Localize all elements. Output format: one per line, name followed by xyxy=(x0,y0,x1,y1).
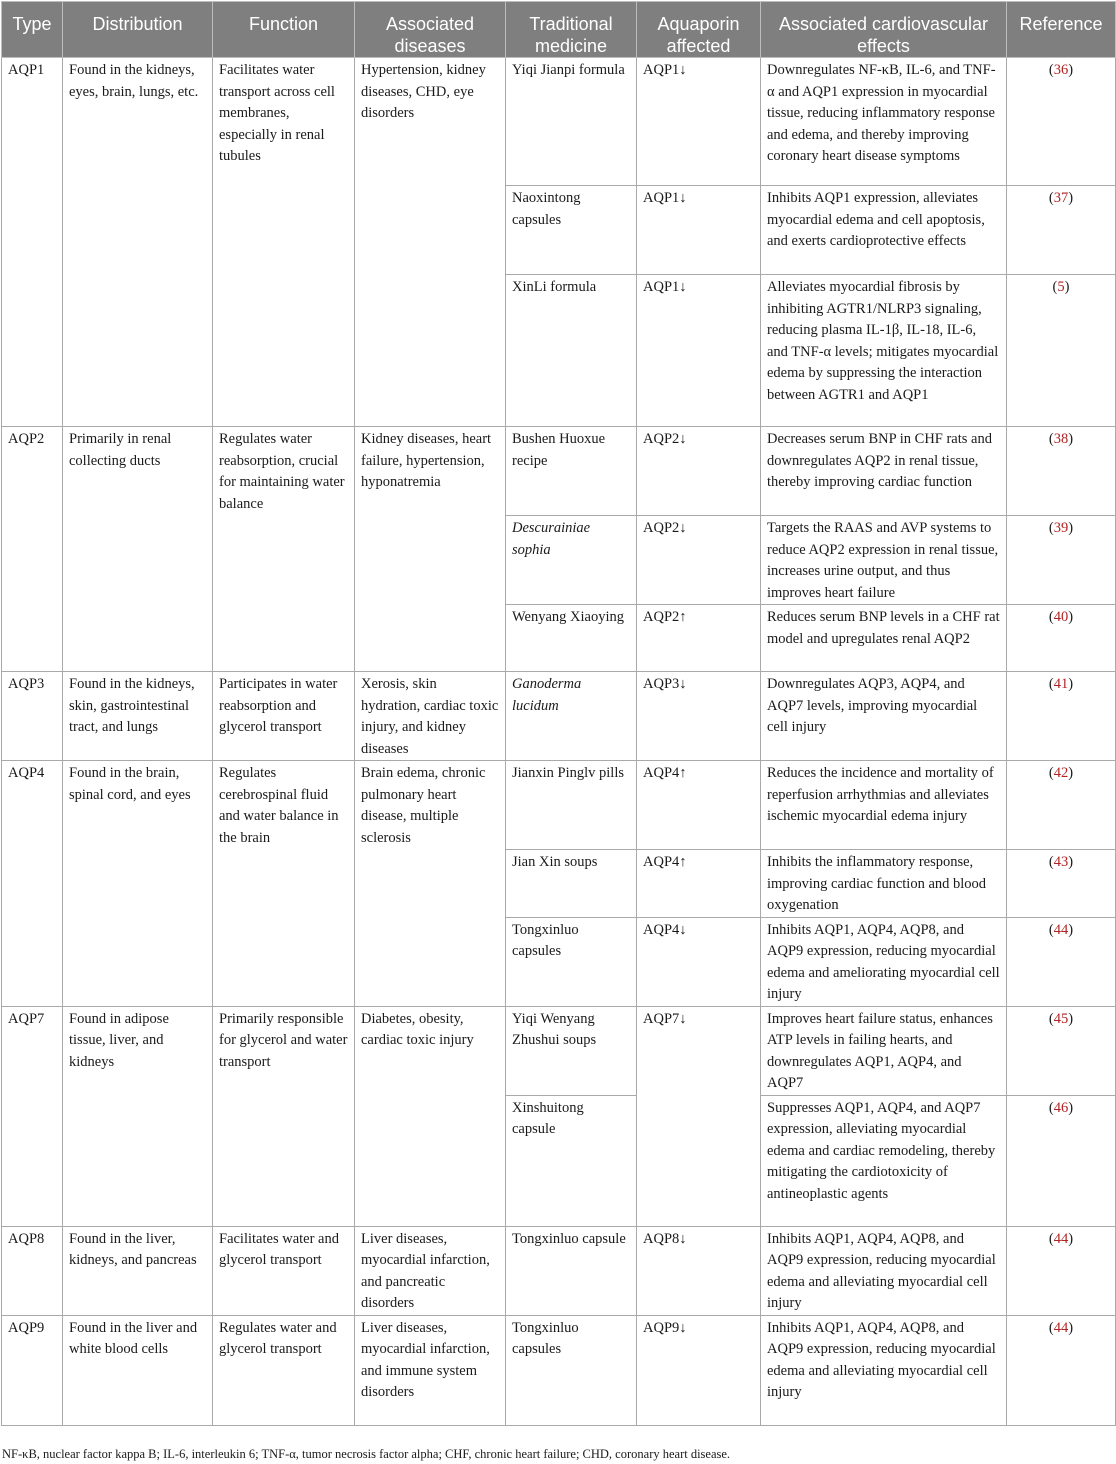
distribution-cell: Primarily in renal collecting ducts xyxy=(63,427,213,672)
medicine-cell: Naoxintong capsules xyxy=(506,186,637,275)
diseases-cell: Liver diseases, myocardial infarction, and immune system disorders xyxy=(355,1315,506,1425)
header-diseases: Associated diseases xyxy=(355,2,506,58)
medicine-cell: XinLi formula xyxy=(506,275,637,427)
medicine-cell: Yiqi Wenyang Zhushui soups xyxy=(506,1006,637,1095)
effects-cell: Downregulates NF-κB, IL-6, and TNF-α and AQP1 expression in myocardial tissue, reducing inflammatory response and edema, and thereby improving coronary heart disease symptoms xyxy=(761,58,1007,186)
reference-cell: (45) xyxy=(1007,1006,1116,1095)
function-cell: Regulates water and glycerol transport xyxy=(213,1315,355,1425)
medicine-cell: Yiqi Jianpi formula xyxy=(506,58,637,186)
effects-cell: Inhibits AQP1 expression, alleviates myocardial edema and cell apoptosis, and exerts cardioprotective effects xyxy=(761,186,1007,275)
reference-link[interactable]: 39 xyxy=(1053,520,1069,536)
distribution-cell: Found in the brain, spinal cord, and eyes xyxy=(63,761,213,1007)
diseases-cell: Xerosis, skin hydration, cardiac toxic injury, and kidney diseases xyxy=(355,672,506,761)
medicine-cell: Wenyang Xiaoying xyxy=(506,605,637,672)
reference-link[interactable]: 42 xyxy=(1053,765,1069,781)
reference-cell: (44) xyxy=(1007,917,1116,1006)
effects-cell: Reduces the incidence and mortality of reperfusion arrhythmias and alleviates ischemic myocardial edema injury xyxy=(761,761,1007,850)
diseases-cell: Liver diseases, myocardial infarction, and pancreatic disorders xyxy=(355,1226,506,1315)
reference-cell: (36) xyxy=(1007,58,1116,186)
header-type: Type xyxy=(2,2,63,58)
table-row xyxy=(2,1315,1116,1425)
header-medicine: Traditional medicine xyxy=(506,2,637,58)
effects-cell: Inhibits the inflammatory response, improving cardiac function and blood oxygenation xyxy=(761,850,1007,918)
aquaporin-cell: AQP1↓ xyxy=(637,58,761,186)
medicine-cell: Jianxin Pinglv pills xyxy=(506,761,637,850)
reference-cell: (5) xyxy=(1007,275,1116,427)
reference-link[interactable]: 40 xyxy=(1053,609,1069,625)
reference-link[interactable]: 44 xyxy=(1053,1230,1069,1247)
reference-cell: (44) xyxy=(1007,1226,1116,1315)
reference-cell: (42) xyxy=(1007,761,1116,850)
header-aquaporin: Aquaporin affected xyxy=(637,2,761,58)
distribution-cell: Found in the liver and white blood cells xyxy=(63,1315,213,1425)
header-effects: Associated cardiovascular effects xyxy=(761,2,1007,58)
effects-cell: Inhibits AQP1, AQP4, AQP8, and AQP9 expression, reducing myocardial edema and alleviating myocardial cell injury xyxy=(761,1315,1007,1425)
aquaporin-cell: AQP2↑ xyxy=(637,605,761,672)
distribution-cell: Found in adipose tissue, liver, and kidneys xyxy=(63,1006,213,1226)
reference-cell: (40) xyxy=(1007,605,1116,672)
table-row xyxy=(2,1226,1116,1315)
table-row xyxy=(2,1006,1116,1095)
aquaporin-cell: AQP4↑ xyxy=(637,761,761,850)
table-row xyxy=(2,672,1116,761)
reference-link[interactable]: 41 xyxy=(1053,676,1069,692)
medicine-cell: Tongxinluo capsules xyxy=(506,917,637,1006)
diseases-cell: Brain edema, chronic pulmonary heart disease, multiple sclerosis xyxy=(355,761,506,1007)
table-row xyxy=(2,761,1116,850)
medicine-name: Descurainiae sophia xyxy=(512,520,591,558)
aquaporin-cell: AQP9↓ xyxy=(637,1315,761,1425)
medicine-name: Ganoderma lucidum xyxy=(512,676,582,714)
reference-link[interactable]: 44 xyxy=(1053,921,1069,938)
distribution-cell: Found in the liver, kidneys, and pancreas xyxy=(63,1226,213,1315)
function-cell: Participates in water reabsorption and glycerol transport xyxy=(213,672,355,761)
aquaporin-cell: AQP1↓ xyxy=(637,275,761,427)
reference-cell: (37) xyxy=(1007,186,1116,275)
aquaporin-cell: AQP3↓ xyxy=(637,672,761,761)
reference-cell: (39) xyxy=(1007,516,1116,605)
function-cell: Regulates water reabsorption, crucial for maintaining water balance xyxy=(213,427,355,672)
diseases-cell: Kidney diseases, heart failure, hypertension, hyponatremia xyxy=(355,427,506,672)
type-cell: AQP1 xyxy=(2,58,63,427)
effects-cell: Alleviates myocardial fibrosis by inhibiting AGTR1/NLRP3 signaling, reducing plasma IL-1β, IL-18, IL-6, and TNF-α levels; mitigates myocardial edema by suppressing the interaction between AGTR1 and AQP1 xyxy=(761,275,1007,427)
distribution-cell: Found in the kidneys, skin, gastrointestinal tract, and lungs xyxy=(63,672,213,761)
medicine-cell xyxy=(506,516,637,605)
reference-cell: (46) xyxy=(1007,1095,1116,1226)
type-cell: AQP9 xyxy=(2,1315,63,1425)
aquaporin-cell: AQP7↓ xyxy=(637,1006,761,1226)
header-row xyxy=(2,2,1116,58)
effects-cell: Downregulates AQP3, AQP4, and AQP7 levels, improving myocardial cell injury xyxy=(761,672,1007,761)
medicine-cell xyxy=(506,672,637,761)
effects-cell: Suppresses AQP1, AQP4, and AQP7 expression, alleviating myocardial edema and cardiac remodeling, thereby mitigating the cardiotoxicity of antineoplastic agents xyxy=(761,1095,1007,1226)
header-reference: Reference xyxy=(1007,2,1116,58)
header-distribution: Distribution xyxy=(63,2,213,58)
header-function: Function xyxy=(213,2,355,58)
aquaporin-cell: AQP2↓ xyxy=(637,427,761,516)
table-footnote: NF-κB, nuclear factor kappa B; IL-6, interleukin 6; TNF-α, tumor necrosis factor alpha; CHF, chronic heart failure; CHD, coronary heart disease. xyxy=(2,1447,731,1461)
reference-link[interactable]: 44 xyxy=(1053,1319,1069,1336)
reference-link[interactable]: 38 xyxy=(1053,431,1069,447)
medicine-cell: Xinshuitong capsule xyxy=(506,1095,637,1226)
function-cell: Facilitates water transport across cell membranes, especially in renal tubules xyxy=(213,58,355,427)
reference-link[interactable]: 45 xyxy=(1053,1010,1069,1027)
effects-cell: Targets the RAAS and AVP systems to reduce AQP2 expression in renal tissue, increases urine output, and thus improves heart failure xyxy=(761,516,1007,605)
function-cell: Facilitates water and glycerol transport xyxy=(213,1226,355,1315)
medicine-cell: Tongxinluo capsule xyxy=(506,1226,637,1315)
aquaporin-table xyxy=(1,1,1116,1426)
reference-cell: (41) xyxy=(1007,672,1116,761)
reference-cell: (44) xyxy=(1007,1315,1116,1425)
table-row xyxy=(2,427,1116,516)
aquaporin-cell: AQP1↓ xyxy=(637,186,761,275)
aquaporin-cell: AQP2↓ xyxy=(637,516,761,605)
effects-cell: Inhibits AQP1, AQP4, AQP8, and AQP9 expression, reducing myocardial edema and ameliorating myocardial cell injury xyxy=(761,917,1007,1006)
diseases-cell: Hypertension, kidney diseases, CHD, eye disorders xyxy=(355,58,506,427)
reference-cell: (38) xyxy=(1007,427,1116,516)
type-cell: AQP7 xyxy=(2,1006,63,1226)
reference-link[interactable]: 46 xyxy=(1053,1099,1069,1116)
reference-link[interactable]: 37 xyxy=(1053,190,1069,206)
effects-cell: Improves heart failure status, enhances ATP levels in failing hearts, and downregulates AQP1, AQP4, and AQP7 xyxy=(761,1006,1007,1095)
function-cell: Regulates cerebrospinal fluid and water balance in the brain xyxy=(213,761,355,1007)
reference-link[interactable]: 5 xyxy=(1057,279,1065,295)
function-cell: Primarily responsible for glycerol and water transport xyxy=(213,1006,355,1226)
reference-cell: (43) xyxy=(1007,850,1116,918)
effects-cell: Decreases serum BNP in CHF rats and downregulates AQP2 in renal tissue, thereby improving cardiac function xyxy=(761,427,1007,516)
effects-cell: Reduces serum BNP levels in a CHF rat model and upregulates renal AQP2 xyxy=(761,605,1007,672)
medicine-cell: Jian Xin soups xyxy=(506,850,637,918)
diseases-cell: Diabetes, obesity, cardiac toxic injury xyxy=(355,1006,506,1226)
medicine-cell: Tongxinluo capsules xyxy=(506,1315,637,1425)
type-cell: AQP8 xyxy=(2,1226,63,1315)
effects-cell: Inhibits AQP1, AQP4, AQP8, and AQP9 expression, reducing myocardial edema and alleviating myocardial cell injury xyxy=(761,1226,1007,1315)
type-cell: AQP4 xyxy=(2,761,63,1007)
reference-link[interactable]: 43 xyxy=(1053,854,1069,870)
table-row xyxy=(2,58,1116,186)
reference-link[interactable]: 36 xyxy=(1053,62,1069,78)
aquaporin-cell: AQP8↓ xyxy=(637,1226,761,1315)
type-cell: AQP3 xyxy=(2,672,63,761)
aquaporin-cell: AQP4↓ xyxy=(637,917,761,1006)
medicine-cell: Bushen Huoxue recipe xyxy=(506,427,637,516)
aquaporin-cell: AQP4↑ xyxy=(637,850,761,918)
type-cell: AQP2 xyxy=(2,427,63,672)
distribution-cell: Found in the kidneys, eyes, brain, lungs, etc. xyxy=(63,58,213,427)
